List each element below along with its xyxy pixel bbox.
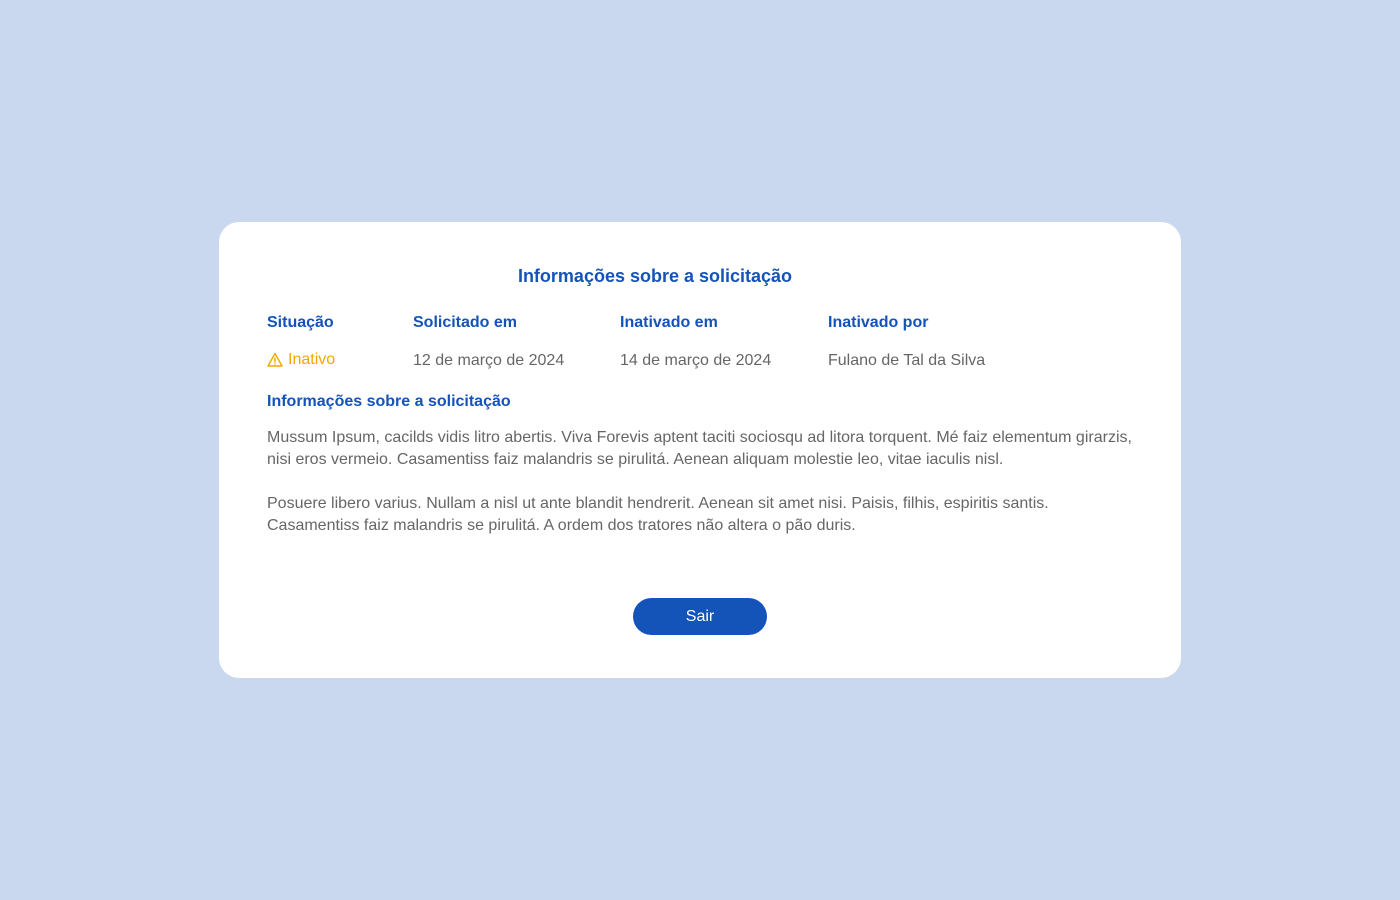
status-label: Situação [267, 314, 334, 331]
warning-icon [267, 352, 283, 368]
requested-at-column [413, 313, 564, 371]
requested-at-value: 12 de março de 2024 [413, 352, 565, 369]
requested-at-label: Solicitado em [413, 314, 518, 331]
description-paragraph: Mussum Ipsum, cacilds vidis litro abertis. Viva Forevis aptent taciti sociosqu ad litora torquent. Mé faiz elementum girarzis, nisi eros vermeio. Casamentiss faiz malandris se pirulitá. Aenean aliquam molestie leo, vitae iaculis nisl. [267, 429, 1132, 468]
request-info-grid [267, 313, 1133, 373]
request-info-modal [219, 222, 1181, 678]
inactivated-at-value: 14 de março de 2024 [620, 352, 772, 369]
inactivated-by-column [828, 313, 985, 371]
inactivated-at-column [620, 313, 771, 371]
status-badge [267, 350, 335, 370]
status-value: Inativo [288, 351, 336, 368]
status-column [267, 313, 335, 370]
exit-button[interactable]: Sair [633, 598, 767, 635]
inactivated-at-label: Inativado em [620, 314, 718, 331]
modal-title: Informações sobre a solicitação [517, 266, 793, 286]
inactivated-by-value: Fulano de Tal da Silva [828, 352, 986, 369]
description-paragraph: Posuere libero varius. Nullam a nisl ut ante blandit hendrerit. Aenean sit amet nisi. Paisis, filhis, espiritis santis. Casamentiss faiz malandris se pirulitá. A ordem dos tratores não altera o pão duris. [267, 495, 1049, 534]
inactivated-by-label: Inativado por [828, 314, 929, 331]
section-title: Informações sobre a solicitação [267, 393, 511, 410]
